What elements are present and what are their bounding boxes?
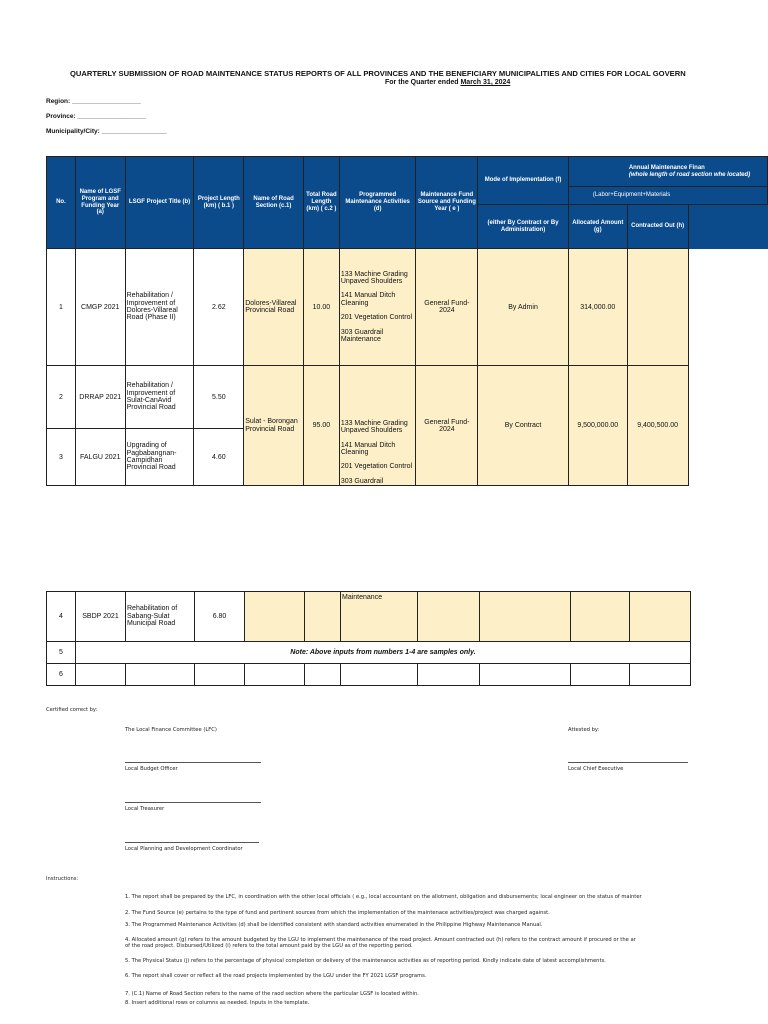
cell-section[interactable]: Dolores-Villareal Provincial Road — [244, 249, 304, 366]
cell-title[interactable] — [126, 664, 195, 686]
cell-total-length[interactable] — [305, 592, 341, 642]
sample-note: Note: Above inputs from numbers 1-4 are samples only. — [76, 642, 691, 664]
table-row — [47, 664, 691, 686]
cell-fund[interactable] — [418, 592, 480, 642]
signature-line[interactable] — [568, 762, 688, 763]
signature-line[interactable] — [125, 842, 259, 843]
planning-label: Local Planning and Development Coordinator — [125, 846, 243, 852]
cell-program[interactable]: FALGU 2021 — [75, 429, 125, 486]
table-row — [47, 592, 691, 642]
cell-no[interactable]: 1 — [47, 249, 76, 366]
instruction-item: 7. (C.1) Name of Road Section refers to the name of the raod section where the particular LGSF is located within. — [125, 991, 419, 997]
cell-total-length[interactable]: 10.00 — [303, 249, 339, 366]
cell-allocated[interactable]: 314,000.00 — [568, 249, 627, 366]
cell-allocated[interactable] — [571, 592, 630, 642]
municipality-field[interactable]: Municipality/City: __________________ — [46, 128, 167, 135]
cell-mode[interactable] — [480, 592, 571, 642]
header-annual-sub: (whole length of road section whe located) — [628, 171, 751, 178]
header-fund: Maintenance Fund Source and Funding Year ( e ) — [416, 157, 478, 249]
header-title: LSGF Project Title (b) — [125, 157, 194, 249]
maintenance-table — [46, 156, 768, 486]
header-annual-title: Annual Maintenance Finan — [628, 164, 705, 171]
activity-item: 201 Vegetation Control — [340, 314, 413, 322]
header-contracted: Contracted Out (h) — [627, 205, 688, 249]
header-section: Name of Road Section (c.1) — [244, 157, 304, 249]
treasurer-label: Local Treasurer — [125, 806, 165, 812]
cell-contracted[interactable]: 9,400,500.00 — [627, 366, 688, 486]
instruction-item: 6. The report shall cover or reflect all the road projects implemented by the LGU under the FY 2021 LGSF programs. — [125, 973, 427, 979]
header-activities: Programmed Maintenance Activities (d) — [339, 157, 416, 249]
table-row — [47, 642, 691, 664]
cell-title[interactable]: Rehabilitation / Improvement of Sulat-CanAvid Provincial Road — [125, 366, 194, 429]
signature-line[interactable] — [125, 762, 261, 763]
cell-no[interactable]: 2 — [47, 366, 76, 429]
instruction-item: 1. The report shall be prepared by the LFC, in coordination with the other local officials ( e.g., local accountant on the allotment, obligation and disbursements; local engineer on the status of mainter — [125, 894, 642, 900]
region-field[interactable]: Region: ___________________ — [46, 98, 141, 105]
cell-fund[interactable]: General Fund-2024 — [416, 249, 478, 366]
cell-activities[interactable]: Maintenance — [341, 592, 418, 642]
cell-title[interactable]: Rehabilitation / Improvement of Dolores-Villareal Road (Phase II) — [125, 249, 194, 366]
cell-program[interactable]: SBDP 2021 — [76, 592, 126, 642]
instruction-item: 4. Allocated amount (g) refers to the amount budgeted by the LGU to implement the maintenance of the road project. Amount contracted out (h) refers to the contract amount if procured or the ar — [125, 937, 636, 943]
cell-length[interactable]: 5.50 — [194, 366, 244, 429]
activity-item: 303 Guardrail Maintenance — [340, 328, 384, 343]
header-extra — [688, 205, 767, 249]
cell-contracted[interactable] — [627, 249, 688, 366]
cell-mode[interactable]: By Contract — [478, 366, 569, 486]
cell-mode[interactable] — [480, 664, 571, 686]
instruction-item: 3. The Programmed Maintenance Activities (d) shall be identified consistent with standard activities enumerated in the Philippine Highway Maintenance Manual. — [125, 922, 543, 928]
cell-total-length[interactable] — [305, 664, 341, 686]
cell-no[interactable]: 6 — [47, 664, 76, 686]
instruction-item: 2. The Fund Source (e) pertains to the type of fund and pertinent sources from which the implementation of the maintenace activities/project was charged against. — [125, 910, 550, 916]
header-annual — [568, 157, 767, 187]
cell-activities[interactable] — [341, 664, 418, 686]
cell-section[interactable] — [245, 592, 305, 642]
cell-program[interactable]: DRRAP 2021 — [75, 366, 125, 429]
header-total-length: Total Road Length (km) ( c.2 ) — [303, 157, 339, 249]
cell-title[interactable]: Upgrading of Pagbabangnan-Campidhan Provincial Road — [125, 429, 194, 486]
header-mode: Mode of Implementation (f) — [478, 157, 569, 205]
cell-contracted[interactable] — [630, 592, 691, 642]
activity-item: 133 Machine Grading Unpaved Shoulders — [340, 419, 408, 435]
cell-activities[interactable] — [339, 249, 416, 366]
cell-program[interactable] — [76, 664, 126, 686]
activity-item: 303 Guardrail — [340, 477, 384, 485]
cell-allocated[interactable]: 9,500,000.00 — [568, 366, 627, 486]
cell-no[interactable]: 3 — [47, 429, 76, 486]
subtitle-prefix: For the Quarter ended — [385, 79, 461, 86]
instruction-item: 8. Insert additional rows or columns as needed. Inputs in the template. — [125, 1000, 310, 1006]
cell-allocated[interactable] — [571, 664, 630, 686]
activity-item: 141 Manual Ditch Cleaning — [340, 441, 396, 456]
lfc-label: The Local Finance Committee (LFC) — [125, 727, 217, 733]
header-labor: (Labor+Equipment+Materials — [568, 187, 767, 205]
maintenance-table-continued — [46, 591, 691, 686]
cell-no[interactable]: 4 — [47, 592, 76, 642]
budget-officer-label: Local Budget Officer — [125, 766, 178, 772]
cell-total-length[interactable]: 95.00 — [303, 366, 339, 486]
activity-item: 141 Manual Ditch Cleaning — [340, 292, 396, 307]
activity-item: 133 Machine Grading Unpaved Shoulders — [340, 270, 408, 286]
province-field[interactable]: Province: ___________________ — [46, 113, 147, 120]
instruction-item: of the road project. Disbursed/Utilized (i) refers to the total amount paid by the LGU as of the reporting period. — [125, 943, 413, 949]
cell-mode[interactable]: By Admin — [478, 249, 569, 366]
header-length: Project Length (km) ( b.1 ) — [194, 157, 244, 249]
cell-no[interactable]: 5 — [47, 642, 76, 664]
header-allocated: Allocated Amount (g) — [568, 205, 627, 249]
table-row — [47, 249, 768, 366]
chief-executive-label: Local Chief Executive — [568, 766, 624, 772]
signature-line[interactable] — [125, 802, 261, 803]
header-program: Name of LGSF Program and Funding Year (a) — [75, 157, 125, 249]
cell-fund[interactable]: General Fund-2024 — [416, 366, 478, 486]
header-no: No. — [47, 157, 76, 249]
certified-label: Certified correct by: — [46, 707, 98, 713]
header-mode-sub: (either By Contract or By Administration) — [478, 205, 569, 249]
instruction-item: 5. The Physical Status (j) refers to the percentage of physical completion or delivery of the maintenance activities as of reporting period. Kindly indicate date of latest accomplishments. — [125, 958, 606, 964]
cell-fund[interactable] — [418, 664, 480, 686]
table-row — [47, 366, 768, 429]
attested-label: Attested by: — [568, 727, 600, 733]
cell-contracted[interactable] — [630, 664, 691, 686]
cell-length[interactable]: 2.62 — [194, 249, 244, 366]
cell-section[interactable] — [245, 664, 305, 686]
cell-length[interactable]: 6.80 — [195, 592, 245, 642]
cell-length[interactable]: 4.60 — [194, 429, 244, 486]
cell-activities[interactable] — [339, 366, 416, 486]
report-subtitle — [0, 79, 768, 86]
subtitle-date: March 31, 2024 — [460, 79, 511, 86]
cell-section[interactable]: Sulat - Borongan Provincial Road — [244, 366, 304, 486]
instructions-label: Instructions: — [46, 876, 79, 882]
cell-length[interactable] — [195, 664, 245, 686]
cell-title[interactable]: Rehabilitation of Sabang-Sulat Municipal Road — [126, 592, 195, 642]
report-title: QUARTERLY SUBMISSION OF ROAD MAINTENANCE STATUS REPORTS OF ALL PROVINCES AND THE BENEFICIARY MUNICIPALITIES AND CITIES FOR LOCAL GOVERN — [70, 69, 686, 78]
cell-program[interactable]: CMGP 2021 — [75, 249, 125, 366]
activity-item: 201 Vegetation Control — [340, 463, 413, 471]
